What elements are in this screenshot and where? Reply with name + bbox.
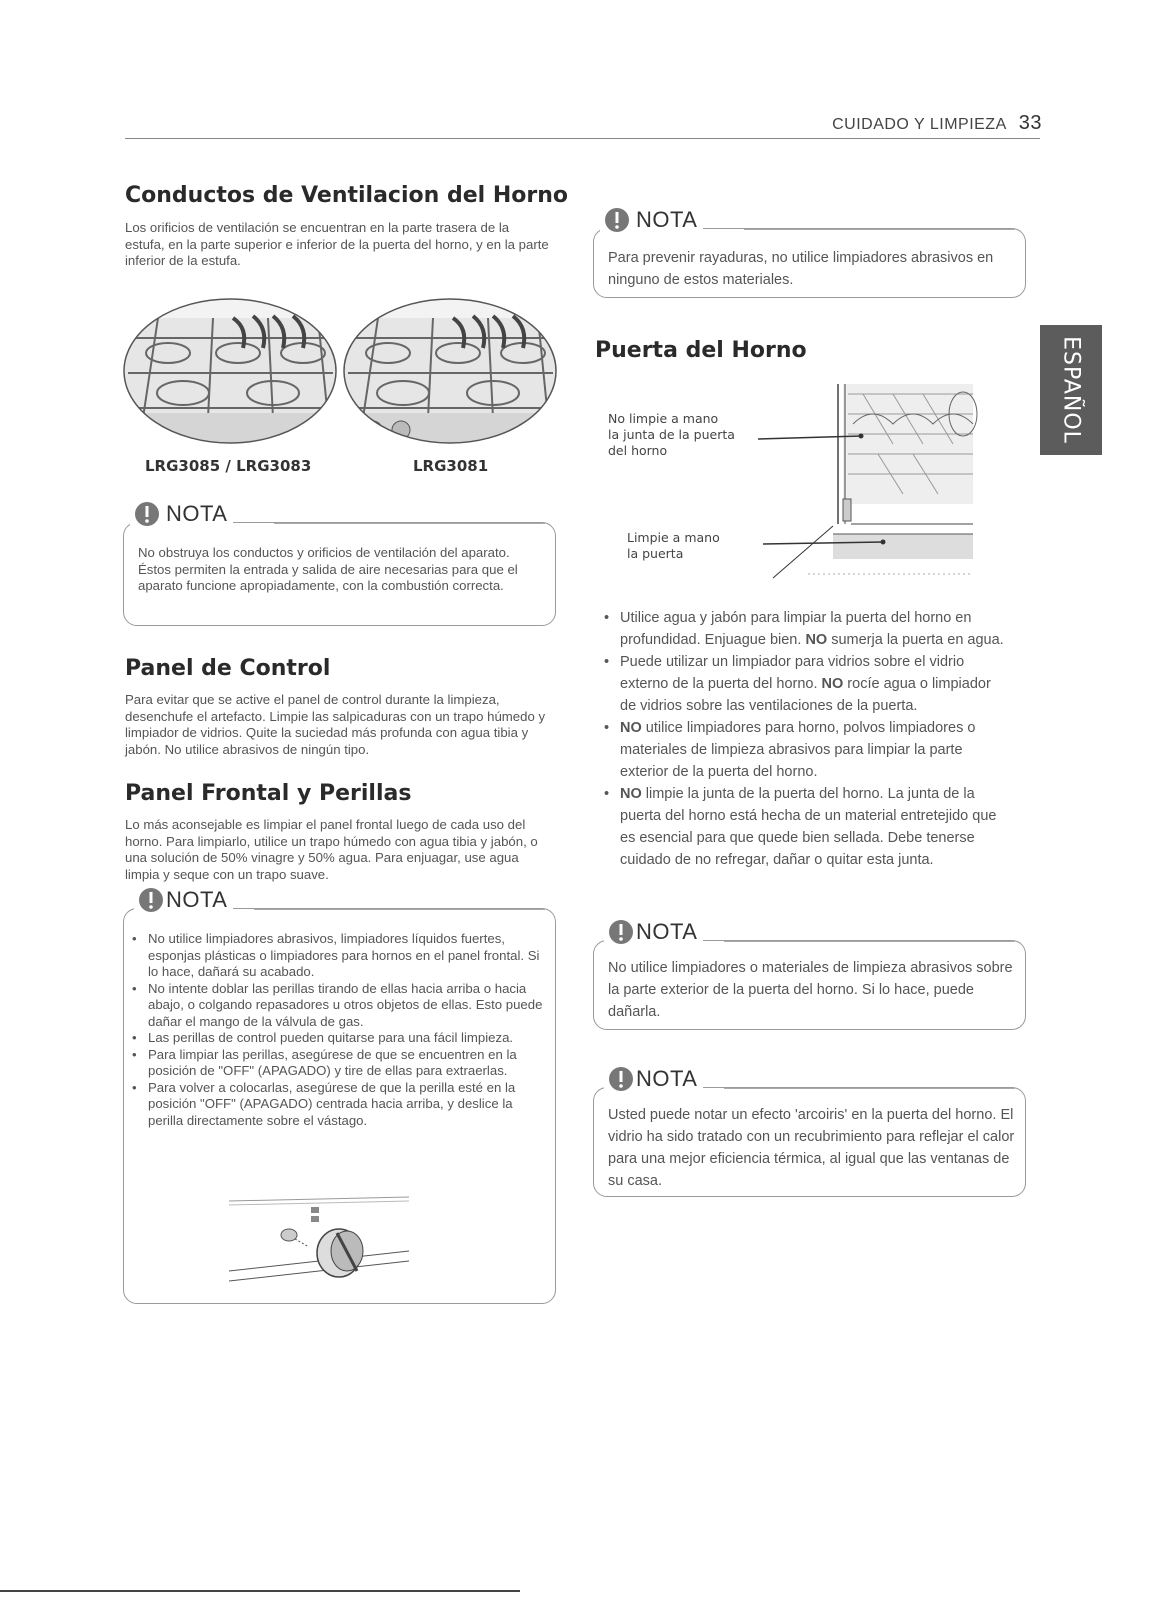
callout-door: Limpie a mano la puerta	[627, 530, 720, 561]
nota-text: No utilice limpiadores o materiales de limpieza abrasivos sobre la parte exterior de la puerta del horno. Si lo hace, puede dañarla.	[608, 960, 1013, 1020]
language-tab	[1040, 325, 1102, 455]
cooktop-image-lrg3085	[123, 298, 337, 444]
warning-icon	[138, 887, 164, 913]
nota-title: NOTA	[636, 207, 698, 232]
nota-title: NOTA	[636, 919, 698, 944]
vents-text: Los orificios de ventilación se encuentran en la parte trasera de la estufa, en la parte superior e inferior de la puerta del horno, y en la parte inferior de la estufa.	[125, 220, 549, 268]
front-panel-heading: Panel Frontal y Perillas	[125, 781, 412, 806]
cooktop-image-lrg3081	[343, 298, 557, 444]
language-tab-label: ESPAÑOL	[1058, 336, 1084, 444]
section-title: CUIDADO Y LIMPIEZA	[832, 116, 1007, 133]
caption-lrg3081: LRG3081	[413, 457, 489, 475]
nota-text: Para prevenir rayaduras, no utilice limpiadores abrasivos en ninguno de estos materiales.	[608, 250, 994, 288]
list-item: • Para limpiar las perillas, asegúrese de que se encuentren en la posición de "OFF" (APAGADO) y tire de ellas para extraerlas.	[126, 1047, 546, 1080]
nota-title: NOTA	[166, 501, 228, 526]
nota-header	[130, 501, 233, 527]
door-heading: Puerta del Horno	[595, 338, 807, 363]
nota-header	[604, 1066, 703, 1092]
nota-box-vents	[123, 501, 556, 626]
list-item: • Para volver a colocarlas, asegúrese de que la perilla esté en la posición "OFF" (APAGADO) centrada hacia arriba, y deslice la perilla directamente sobre el vástago.	[126, 1080, 546, 1130]
nota-text: Usted puede notar un efecto 'arcoiris' en la puerta del horno. El vidrio ha sido tratado con un recubrimiento para reflejar el calor para una mejor eficiencia térmica, al igual que las ventanas de su casa.	[608, 1107, 1015, 1189]
control-panel-text: Para evitar que se active el panel de control durante la limpieza, desenchufe el artefacto. Limpie las salpicaduras con un trapo húmedo y limpiador de vidrios. Quite la suciedad más profunda con agua tibia y jabón. No utilice abrasivos de ningún tipo.	[125, 692, 546, 757]
list-item: • NO limpie la junta de la puerta del horno. La junta de la puerta del horno está hecha de un material entretejido que es esencial para que quede bien sellada. Debe tenerse cuidado de no refregar, dañar o quitar esta junta.	[598, 783, 1010, 871]
list-item: • Utilice agua y jabón para limpiar la puerta del horno en profundidad. Enjuague bien. NO sumerja la puerta en agua.	[598, 607, 1010, 651]
warning-icon	[134, 501, 160, 527]
nota-title: NOTA	[636, 1066, 698, 1091]
nota-list	[126, 931, 546, 1129]
page-number: 33	[1018, 112, 1042, 134]
nota-box-rainbow	[593, 1066, 1026, 1197]
nota-text: No obstruya los conductos y orificios de ventilación del aparato. Éstos permiten la entrada y salida de aire necesarias para que el aparato funcione apropiadamente, con la combustión correcta.	[138, 545, 518, 593]
control-panel-heading: Panel de Control	[125, 656, 331, 681]
warning-icon	[604, 207, 630, 233]
bottom-rule	[0, 1590, 520, 1592]
nota-header	[134, 887, 233, 913]
knob-illustration	[229, 1189, 419, 1289]
nota-header	[600, 207, 703, 233]
front-panel-text: Lo más aconsejable es limpiar el panel frontal luego de cada uso del horno. Para limpiarlo, utilice un trapo húmedo con agua tibia y jabón, o una solución de 50% vinagre y 50% agua. Para enjuagar, use agua limpia y seque con un trapo suave.	[125, 817, 538, 882]
running-header	[0, 112, 1042, 135]
warning-icon	[608, 1066, 634, 1092]
nota-header	[604, 919, 703, 945]
door-bullets	[598, 607, 1010, 871]
nota-box-exterior	[593, 919, 1026, 1030]
nota-box-knobs	[123, 887, 556, 1304]
header-rule	[125, 138, 1040, 139]
list-item: • No utilice limpiadores abrasivos, limpiadores líquidos fuertes, esponjas plásticas o limpiadores para hornos en el panel frontal. Si lo hace, dañará su acabado.	[126, 931, 546, 981]
vents-heading: Conductos de Ventilacion del Horno	[125, 183, 568, 208]
nota-box-scratches	[593, 207, 1026, 298]
list-item: • No intente doblar las perillas tirando de ellas hacia arriba o hacia abajo, o colgando repasadores u otros objetos de ellas. Esto puede dañar el mango de la válvula de gas.	[126, 981, 546, 1031]
nota-title: NOTA	[166, 887, 228, 912]
warning-icon	[608, 919, 634, 945]
caption-lrg3085: LRG3085 / LRG3083	[145, 457, 312, 475]
list-item: • NO utilice limpiadores para horno, polvos limpiadores o materiales de limpieza abrasivos para limpiar la parte exterior de la puerta del horno.	[598, 717, 1010, 783]
list-item: • Puede utilizar un limpiador para vidrios sobre el vidrio externo de la puerta del horno. NO rocíe agua o limpiador de vidrios sobre las ventilaciones de la puerta.	[598, 651, 1010, 717]
callout-gasket: No limpie a mano la junta de la puerta del horno	[608, 411, 735, 458]
list-item: • Las perillas de control pueden quitarse para una fácil limpieza.	[126, 1030, 546, 1047]
